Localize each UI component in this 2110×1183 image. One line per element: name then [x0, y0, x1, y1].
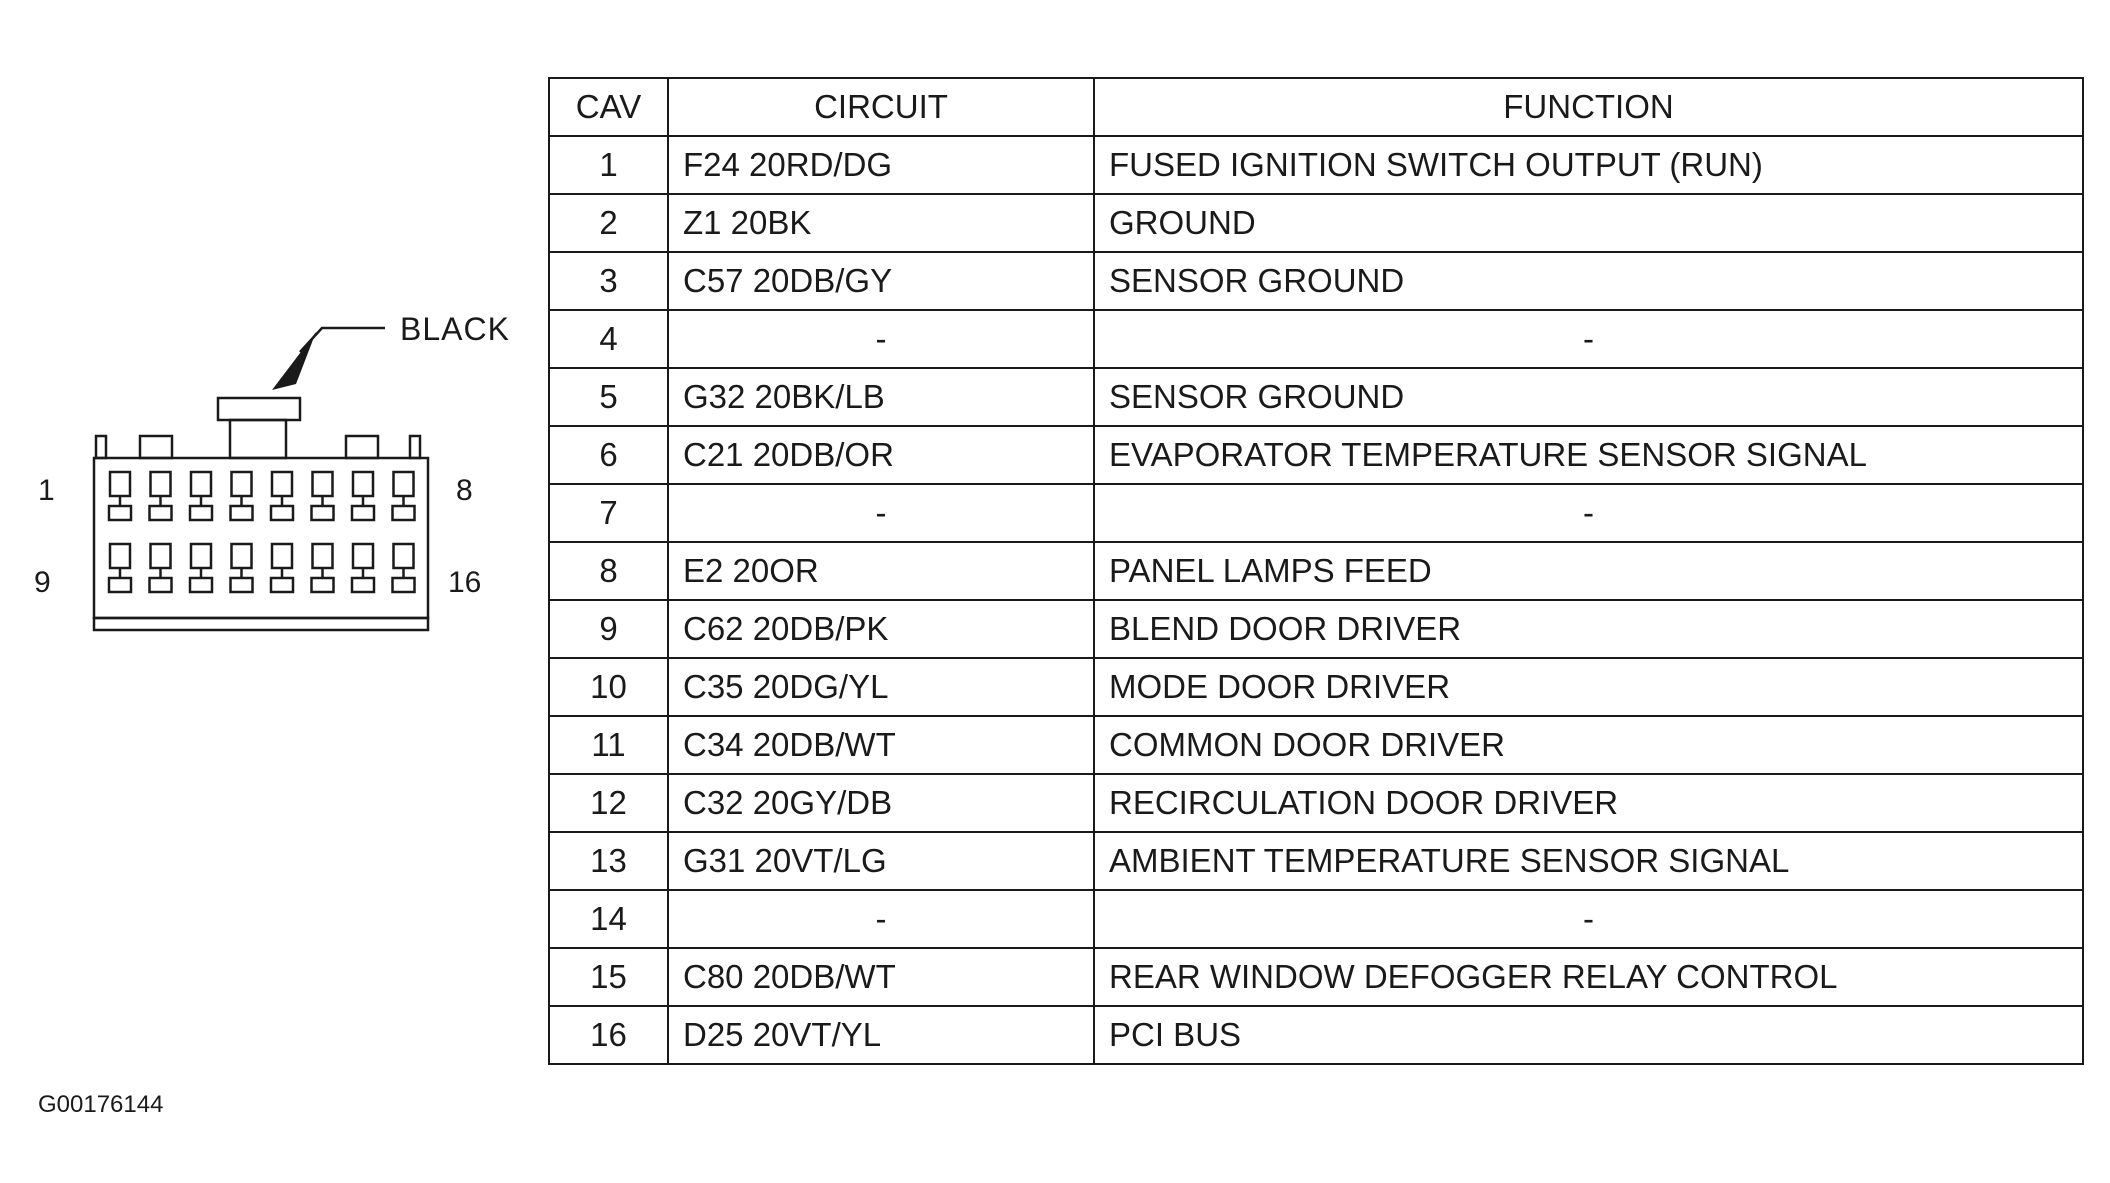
pin-label-bottom-left: 9 [34, 566, 51, 599]
circuit-cell: C21 20DB/OR [668, 426, 1094, 484]
table-row [549, 368, 2083, 426]
table-row [549, 484, 2083, 542]
cav-cell: 5 [549, 368, 668, 426]
connector-diagram [0, 0, 540, 700]
table-header-row [549, 78, 2083, 136]
table-row [549, 194, 2083, 252]
pinout-table [548, 77, 2084, 1065]
table-row [549, 774, 2083, 832]
cav-cell: 9 [549, 600, 668, 658]
terminal-cavity [312, 544, 334, 592]
circuit-cell: C62 20DB/PK [668, 600, 1094, 658]
function-cell: SENSOR GROUND [1094, 368, 2083, 426]
circuit-cell: G32 20BK/LB [668, 368, 1094, 426]
circuit-cell: G31 20VT/LG [668, 832, 1094, 890]
cav-cell: 2 [549, 194, 668, 252]
table-row [549, 890, 2083, 948]
terminal-cavity [109, 472, 131, 520]
table-row [549, 600, 2083, 658]
terminal-cavity [271, 472, 293, 520]
terminal-cavities [109, 472, 415, 592]
function-cell: SENSOR GROUND [1094, 252, 2083, 310]
table-row [549, 716, 2083, 774]
connector-body [94, 398, 428, 630]
function-cell: - [1094, 890, 2083, 948]
function-cell: EVAPORATOR TEMPERATURE SENSOR SIGNAL [1094, 426, 2083, 484]
table-row [549, 542, 2083, 600]
header-circuit: CIRCUIT [668, 78, 1094, 136]
circuit-cell: - [668, 484, 1094, 542]
table-body [549, 136, 2083, 1064]
header-cav: CAV [549, 78, 668, 136]
table-row [549, 136, 2083, 194]
pin-label-bottom-right: 16 [448, 566, 482, 599]
terminal-cavity [393, 544, 415, 592]
function-cell: REAR WINDOW DEFOGGER RELAY CONTROL [1094, 948, 2083, 1006]
header-function: FUNCTION [1094, 78, 2083, 136]
cav-cell: 6 [549, 426, 668, 484]
terminal-cavity [231, 472, 253, 520]
leader-arrow-icon [272, 328, 385, 390]
table-row [549, 948, 2083, 1006]
circuit-cell: F24 20RD/DG [668, 136, 1094, 194]
function-cell: AMBIENT TEMPERATURE SENSOR SIGNAL [1094, 832, 2083, 890]
cav-cell: 1 [549, 136, 668, 194]
terminal-cavity [150, 544, 172, 592]
table-row [549, 832, 2083, 890]
function-cell: - [1094, 484, 2083, 542]
table-row [549, 252, 2083, 310]
cav-cell: 8 [549, 542, 668, 600]
table-row [549, 658, 2083, 716]
circuit-cell: C80 20DB/WT [668, 948, 1094, 1006]
function-cell: - [1094, 310, 2083, 368]
terminal-cavity [352, 544, 374, 592]
circuit-cell: E2 20OR [668, 542, 1094, 600]
terminal-cavity [393, 472, 415, 520]
circuit-cell: D25 20VT/YL [668, 1006, 1094, 1064]
table-row [549, 310, 2083, 368]
function-cell: RECIRCULATION DOOR DRIVER [1094, 774, 2083, 832]
function-cell: MODE DOOR DRIVER [1094, 658, 2083, 716]
circuit-cell: - [668, 890, 1094, 948]
terminal-cavity [312, 472, 334, 520]
function-cell: GROUND [1094, 194, 2083, 252]
terminal-cavity [190, 472, 212, 520]
pin-label-top-left: 1 [38, 474, 55, 507]
cav-cell: 12 [549, 774, 668, 832]
cav-cell: 15 [549, 948, 668, 1006]
cav-cell: 7 [549, 484, 668, 542]
terminal-cavity [271, 544, 293, 592]
circuit-cell: C32 20GY/DB [668, 774, 1094, 832]
cav-cell: 14 [549, 890, 668, 948]
circuit-cell: - [668, 310, 1094, 368]
circuit-cell: C34 20DB/WT [668, 716, 1094, 774]
cav-cell: 3 [549, 252, 668, 310]
pin-label-top-right: 8 [456, 474, 473, 507]
circuit-cell: C57 20DB/GY [668, 252, 1094, 310]
cav-cell: 10 [549, 658, 668, 716]
terminal-cavity [150, 472, 172, 520]
figure-id: G00176144 [38, 1091, 164, 1118]
circuit-cell: Z1 20BK [668, 194, 1094, 252]
terminal-cavity [109, 544, 131, 592]
function-cell: COMMON DOOR DRIVER [1094, 716, 2083, 774]
function-cell: BLEND DOOR DRIVER [1094, 600, 2083, 658]
function-cell: FUSED IGNITION SWITCH OUTPUT (RUN) [1094, 136, 2083, 194]
cav-cell: 4 [549, 310, 668, 368]
circuit-cell: C35 20DG/YL [668, 658, 1094, 716]
function-cell: PCI BUS [1094, 1006, 2083, 1064]
cav-cell: 16 [549, 1006, 668, 1064]
table-row [549, 1006, 2083, 1064]
terminal-cavity [352, 472, 374, 520]
connector-color-label: BLACK [400, 311, 510, 347]
cav-cell: 13 [549, 832, 668, 890]
terminal-cavity [190, 544, 212, 592]
cav-cell: 11 [549, 716, 668, 774]
terminal-cavity [231, 544, 253, 592]
table-row [549, 426, 2083, 484]
function-cell: PANEL LAMPS FEED [1094, 542, 2083, 600]
